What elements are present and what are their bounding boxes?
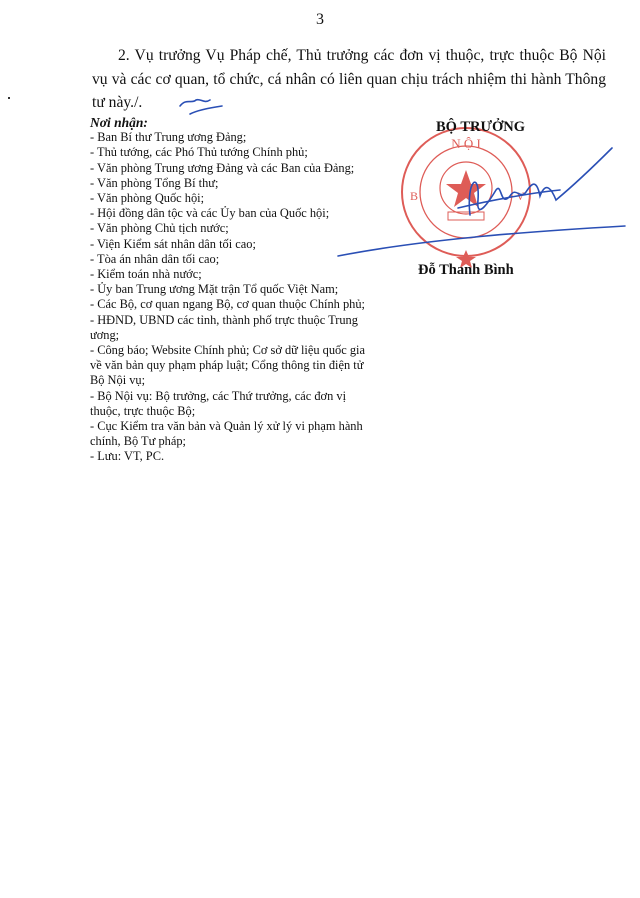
recipient-item: - Lưu: VT, PC. [90,449,165,464]
recipient-item: - Ủy ban Trung ương Mặt trận Tổ quốc Việt Nam; [90,282,339,297]
recipients-heading: Nơi nhận: [90,115,148,130]
recipient-item: - Văn phòng Tổng Bí thư; [90,175,219,190]
recipient-item: - Văn phòng Chủ tịch nước; [90,221,229,236]
signer-name: Đỗ Thanh Bình [418,262,514,278]
official-stamp [402,128,530,268]
svg-text:V: V [516,189,525,203]
recipient-item: - Công báo; Website Chính phủ; Cơ sở dữ liệu quốc gia về văn bản quy phạm pháp luật; Cổng thông tin điện tử Bộ Nội vụ; [90,343,365,388]
recipient-item: - Tòa án nhân dân tối cao; [90,251,220,266]
recipient-item: - Các Bộ, cơ quan ngang Bộ, cơ quan thuộc Chính phủ; [90,297,365,312]
recipient-item: - Ban Bí thư Trung ương Đảng; [90,130,247,145]
svg-text:N Ộ I: N Ộ I [451,136,481,151]
page-number: 3 [316,11,324,28]
article-paragraph: 2. Vụ trưởng Vụ Pháp chế, Thủ trưởng các đơn vị thuộc, trực thuộc Bộ Nội vụ và các cơ quan, tổ chức, cá nhân có liên quan chịu trách nhiệm thi hành Thông tư này./. [92,47,606,111]
recipient-item: - Thủ tướng, các Phó Thủ tướng Chính phủ; [90,145,308,160]
recipient-item: - Văn phòng Quốc hội; [90,191,205,206]
recipient-item: - Hội đồng dân tộc và các Ủy ban của Quốc hội; [90,206,330,221]
recipient-item: - Bộ Nội vụ: Bộ trưởng, các Thứ trưởng, các đơn vị thuộc, trực thuộc Bộ; [90,388,347,418]
recipient-item: - Văn phòng Trung ương Đảng và các Ban của Đảng; [90,160,355,175]
recipient-item: - Cục Kiểm tra văn bản và Quản lý xử lý vi phạm hành chính, Bộ Tư pháp; [90,419,363,449]
svg-text:B: B [410,189,419,203]
handwritten-signature [180,100,625,256]
signer-title: BỘ TRƯỞNG [436,119,526,135]
recipient-item: - HĐND, UBND các tỉnh, thành phố trực thuộc Trung ương; [90,312,358,342]
recipient-item: - Kiểm toán nhà nước; [90,267,202,282]
recipient-item: - Viện Kiểm sát nhân dân tối cao; [90,236,256,251]
